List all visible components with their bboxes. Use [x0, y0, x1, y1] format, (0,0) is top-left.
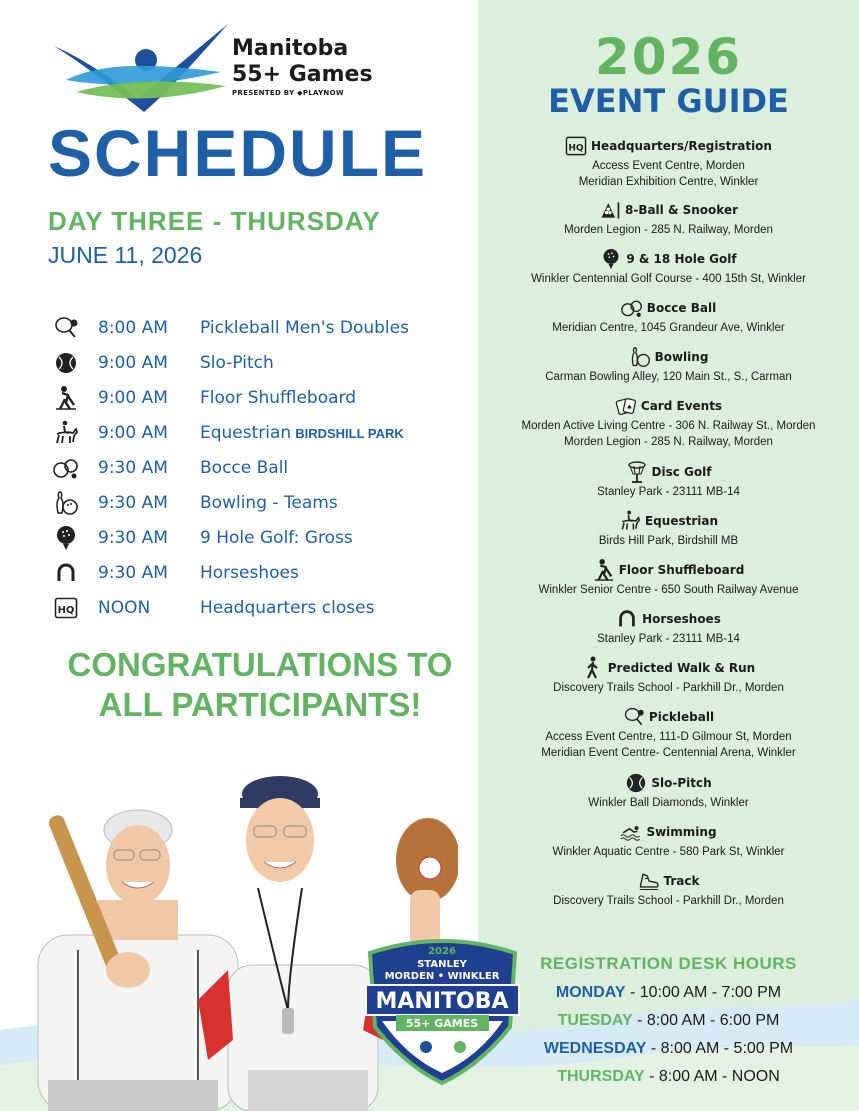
schedule-event-label: Floor Shuffleboard: [200, 387, 357, 408]
venue-name: 8-Ball & Snooker: [624, 203, 738, 217]
venue-address: Morden Legion - 285 N. Railway, Morden: [564, 224, 773, 236]
guide-year: 2026: [594, 28, 743, 86]
shuffleboard-icon: [52, 384, 80, 412]
venue-name: Card Events: [640, 399, 723, 413]
badge-line-manitoba: MANITOBA: [375, 989, 509, 1014]
venue-address: Meridian Event Centre- Centennial Arena, Winkler: [541, 747, 796, 759]
svg-text:♠: ♠: [626, 403, 633, 412]
walker-icon: [582, 657, 604, 679]
registration-row: [478, 1012, 859, 1030]
registration-hours: - 8:00 AM - NOON: [644, 1068, 780, 1085]
congratulations-message: [60, 645, 460, 725]
venue-item: [478, 134, 859, 198]
cards-icon: [615, 395, 637, 417]
track-shoe-icon: [638, 870, 660, 892]
day-title: DAY THREE - THURSDAY: [48, 206, 381, 236]
logo-line-manitoba: Manitoba: [232, 36, 349, 61]
venue-address: Meridian Exhibition Centre, Winkler: [578, 176, 759, 188]
schedule-event-label: Pickleball Men's Doubles: [200, 317, 409, 338]
venue-address: Morden Legion - 285 N. Railway, Morden: [564, 436, 773, 448]
schedule-row: [52, 310, 472, 345]
guide-title: EVENT GUIDE: [548, 82, 789, 120]
schedule-row: [52, 345, 472, 380]
schedule-title: SCHEDULE: [48, 116, 428, 190]
schedule-event: [200, 528, 353, 548]
schedule-event-location: BIRDSHILL PARK: [295, 425, 404, 441]
registration-hours: - 10:00 AM - 7:00 PM: [625, 984, 782, 1001]
pickleball-icon: [623, 706, 645, 728]
venue-address: Stanley Park - 23111 MB-14: [597, 486, 740, 498]
equestrian-icon: [619, 510, 641, 532]
venue-item: [478, 656, 859, 705]
venue-item: [478, 771, 859, 820]
venue-item: [478, 509, 859, 558]
golf-icon: [52, 524, 80, 552]
venue-name: Track: [663, 874, 700, 888]
venue-item: [478, 869, 859, 918]
schedule-row: [52, 380, 472, 415]
day-date: JUNE 11, 2026: [48, 242, 203, 268]
horseshoe-icon: [52, 559, 80, 587]
horseshoe-icon: [616, 608, 638, 630]
venue-address: Carman Bowling Alley, 120 Main St., S., Carman: [545, 371, 792, 383]
schedule-event-label: Bowling - Teams: [200, 492, 338, 513]
logo-wordmark: [232, 36, 373, 98]
registration-row: [478, 1040, 859, 1058]
disc-golf-icon: [626, 461, 648, 483]
schedule-row: [52, 450, 472, 485]
swimming-icon: [620, 821, 642, 843]
venue-address: Winkler Aquatic Centre - 580 Park St, Winkler: [552, 846, 785, 858]
registration-hours: - 8:00 AM - 5:00 PM: [646, 1040, 794, 1057]
venue-address: Winkler Centennial Golf Course - 400 15th St, Winkler: [531, 273, 806, 285]
schedule-row: [52, 590, 472, 625]
venue-item: [478, 198, 859, 247]
venue-address: Discovery Trails School - Parkhill Dr., Morden: [553, 895, 784, 907]
schedule-event: [200, 388, 356, 408]
venue-address: Winkler Ball Diamonds, Winkler: [588, 797, 749, 809]
headquarters-icon: [565, 135, 587, 157]
schedule-time: 9:00 AM: [98, 352, 168, 373]
registration-row: [478, 984, 859, 1002]
schedule-event: [200, 563, 299, 583]
schedule-event: [200, 423, 404, 443]
venue-list: [478, 134, 859, 918]
schedule-event-label: Slo-Pitch: [200, 352, 274, 373]
venue-address: Access Event Centre, Morden: [592, 160, 745, 172]
congrats-line-2: ALL PARTICIPANTS!: [98, 686, 422, 723]
schedule-time: 9:00 AM: [98, 422, 168, 443]
venue-address: Winkler Senior Centre - 650 South Railway Avenue: [538, 584, 799, 596]
venue-name: Bowling: [654, 350, 709, 364]
softball-icon: [625, 772, 647, 794]
venue-name: Pickleball: [648, 710, 715, 724]
bowling-icon: [52, 489, 80, 517]
venue-item: [478, 247, 859, 296]
svg-text:HQ: HQ: [568, 143, 584, 154]
venue-name: Equestrian: [644, 514, 719, 528]
schedule-event-label: Equestrian: [200, 422, 292, 443]
registration-row: [478, 1068, 859, 1086]
venue-item: [478, 296, 859, 345]
schedule-event-label: 9 Hole Golf: Gross: [200, 527, 353, 548]
registration-hours: - 8:00 AM - 6:00 PM: [632, 1012, 780, 1029]
registration-day: THURSDAY: [557, 1068, 645, 1085]
schedule-row: [52, 520, 472, 555]
svg-text:HQ: HQ: [57, 604, 75, 616]
venue-name: Floor Shuffleboard: [618, 563, 745, 577]
headquarters-icon: [52, 594, 80, 622]
golf-icon: [600, 248, 622, 270]
venue-item: [478, 345, 859, 394]
schedule-event: [200, 598, 374, 618]
venue-item: [478, 394, 859, 460]
schedule-row: [52, 555, 472, 590]
badge-line-stanley: STANLEY: [417, 959, 467, 970]
schedule-event: [200, 493, 338, 513]
schedule-time: NOON: [98, 597, 151, 618]
venue-item: [478, 558, 859, 607]
schedule-event: [200, 318, 409, 338]
schedule-event-label: Horseshoes: [200, 562, 299, 583]
venue-address: Morden Active Living Centre - 306 N. Railway St., Morden: [521, 420, 816, 432]
venue-address: Access Event Centre, 111-D Gilmour St, Morden: [545, 731, 792, 743]
registration-hours-title: REGISTRATION DESK HOURS: [540, 954, 797, 973]
bocce-icon: [52, 454, 80, 482]
bowling-icon: [629, 346, 651, 368]
bocce-icon: [621, 297, 643, 319]
schedule-event-label: Headquarters closes: [200, 597, 375, 618]
logo-line-games: 55+ Games: [232, 62, 373, 87]
badge-line-games: 55+ GAMES: [405, 1017, 479, 1030]
schedule-row: [52, 415, 472, 450]
venue-item: [478, 607, 859, 656]
venue-item: [478, 460, 859, 509]
venue-name: Slo-Pitch: [651, 776, 712, 790]
schedule-time: 9:30 AM: [98, 492, 168, 513]
pickleball-icon: [52, 314, 80, 342]
venue-name: 9 & 18 Hole Golf: [626, 252, 737, 266]
registration-day: TUESDAY: [557, 1012, 633, 1029]
schedule-time: 9:30 AM: [98, 457, 168, 478]
equestrian-icon: [52, 419, 80, 447]
venue-name: Predicted Walk & Run: [607, 661, 756, 675]
shuffleboard-icon: [593, 559, 615, 581]
venue-name: Bocce Ball: [646, 301, 717, 315]
badge-year: 2026: [428, 946, 456, 957]
schedule-time: 9:30 AM: [98, 527, 168, 548]
venue-address: Meridian Centre, 1045 Grandeur Ave, Winkler: [552, 322, 785, 334]
venue-address: Stanley Park - 23111 MB-14: [597, 633, 740, 645]
billiards-icon: [599, 199, 621, 221]
registration-day: MONDAY: [555, 984, 626, 1001]
venue-address: Birds Hill Park, Birdshill MB: [598, 535, 739, 547]
venue-name: Headquarters/Registration: [591, 139, 772, 153]
venue-name: Swimming: [646, 825, 717, 839]
schedule-event: [200, 353, 274, 373]
registration-day: WEDNESDAY: [543, 1040, 647, 1057]
schedule-event: [200, 458, 288, 478]
badge-line-towns: MORDEN • WINKLER: [384, 971, 500, 982]
venue-address: Discovery Trails School - Parkhill Dr., Morden: [553, 682, 784, 694]
schedule-time: 8:00 AM: [98, 317, 168, 338]
schedule-event-label: Bocce Ball: [200, 457, 289, 478]
logo-line-presented: PRESENTED BY ◆PLAYNOW: [232, 89, 344, 97]
venue-name: Horseshoes: [642, 612, 721, 626]
schedule-list: [52, 310, 472, 625]
schedule-time: 9:30 AM: [98, 562, 168, 583]
venue-item: [478, 705, 859, 771]
softball-icon: [52, 349, 80, 377]
venue-item: [478, 820, 859, 869]
venue-name: Disc Golf: [651, 465, 712, 479]
schedule-time: 9:00 AM: [98, 387, 168, 408]
congrats-line-1: CONGRATULATIONS TO: [67, 646, 453, 683]
schedule-row: [52, 485, 472, 520]
